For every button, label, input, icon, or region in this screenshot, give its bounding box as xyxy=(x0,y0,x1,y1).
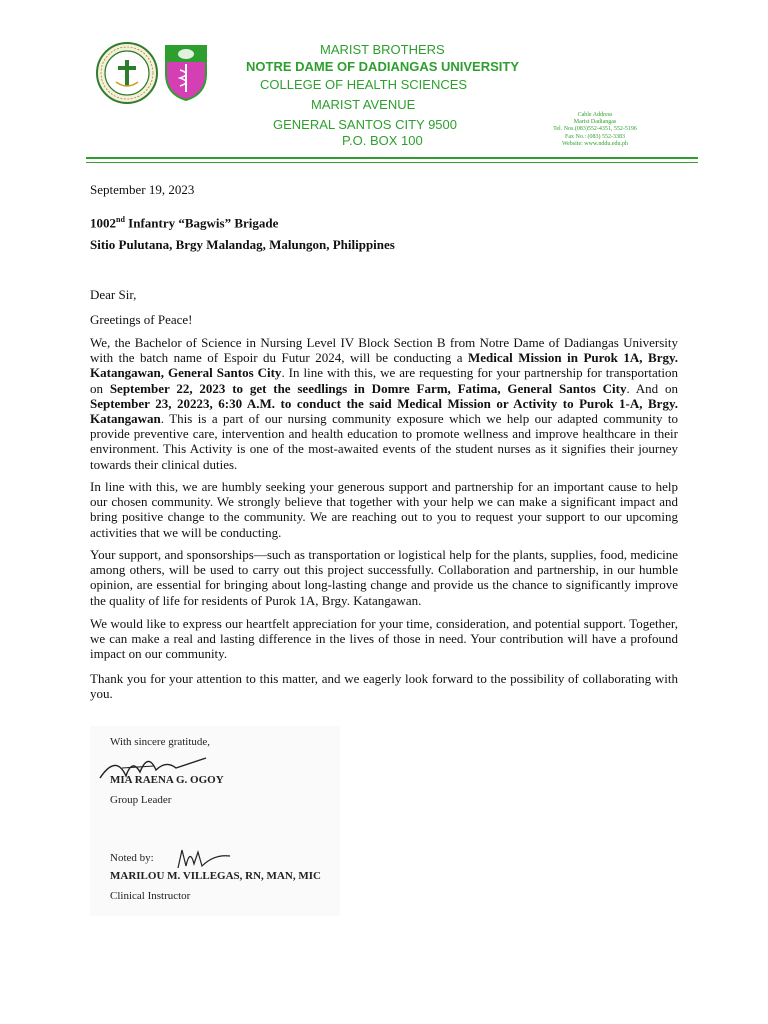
closing-line: With sincere gratitude, xyxy=(110,736,211,748)
letterhead-street: MARIST AVENUE xyxy=(311,97,416,112)
letterhead-university-name: NOTRE DAME OF DADIANGAS UNIVERSITY xyxy=(246,59,520,74)
letterhead-line-1: MARIST BROTHERS xyxy=(320,42,445,57)
letterhead-logos xyxy=(94,40,214,106)
health-sciences-shield-logo xyxy=(164,44,208,102)
contact-line: Website: www.nddu.edu.ph xyxy=(561,140,629,147)
letterhead-contact-block xyxy=(540,112,650,148)
instructor-title: Clinical Instructor xyxy=(110,890,191,902)
p1-text: . And on xyxy=(626,380,678,396)
paragraph-1 xyxy=(90,335,678,472)
contact-line: Cable Address xyxy=(577,112,613,118)
leader-name: MIA RAENA G. OGOY xyxy=(110,774,224,786)
recipient-number: 1002 xyxy=(90,215,116,231)
contact-line: Fax No.: (083) 552-3383 xyxy=(565,133,625,140)
paragraph-5: Thank you for your attention to this matter, and we eagerly look forward to the possibility of collaborating with you. xyxy=(90,671,678,702)
recipient-unit: Infantry “Bagwis” Brigade xyxy=(124,215,279,231)
university-seal-logo xyxy=(94,42,160,104)
paragraph-4: We would like to express our heartfelt appreciation for your time, consideration, and potential support. Together, we can make a real and lasting difference in the lives of those in need. Your contribution will have a profound impact on our community. xyxy=(90,616,678,662)
leader-title: Group Leader xyxy=(110,794,172,806)
p1-bold-sept-23: September 23, 20223, 6:30 A.M. to conduct the said Medical Mission or Activity to Purok 1-A, Brgy. Katangawan xyxy=(90,395,678,427)
p1-text: . In line with this, we are requesting for your partnership for transportation on xyxy=(90,365,678,396)
recipient-address: Sitio Pulutana, Brgy Malandag, Malungon, Philippines xyxy=(90,237,395,252)
salutation: Dear Sir, xyxy=(90,287,137,302)
instructor-signature xyxy=(174,844,234,872)
contact-line: Marist Dadiangas xyxy=(573,119,617,126)
letterhead-divider xyxy=(86,157,698,159)
letterhead-divider-thin xyxy=(86,162,698,163)
letterhead-college: COLLEGE OF HEALTH SCIENCES xyxy=(260,77,468,92)
p1-bold-medical-mission: Medical Mission in Purok 1A, Brgy. Katangawan, General Santos City xyxy=(90,350,679,381)
greeting: Greetings of Peace! xyxy=(90,312,193,327)
letter-date: September 19, 2023 xyxy=(90,182,195,197)
signature-block xyxy=(90,726,340,916)
contact-line: Tel. Nos.(083)552-4351, 552-5196 xyxy=(553,126,637,133)
p1-text: We, the Bachelor of Science in Nursing Level IV Block Section B from Notre Dame of Dadiangas University with the batch name of Espoir du Futur 2024, will be conducting a xyxy=(90,335,678,366)
noted-by-label: Noted by: xyxy=(110,852,154,864)
paragraph-3: Your support, and sponsorships—such as transportation or logistical help for the plants, supplies, food, medicine among others, will be used to carry out this project successfully. Collaboration and partnership, in our humble opinion, are essential for bringing about long-lasting change and provide us the chance to significantly improve the quality of life for residents of Purok 1A, Brgy. Katangawan. xyxy=(90,547,678,608)
recipient-ordinal: nd xyxy=(116,215,125,224)
p1-bold-sept-22: September 22, 2023 to get the seedlings in Domre Farm, Fatima, General Santos City xyxy=(109,380,627,396)
p1-text: . This is a part of our nursing community exposure which we help our adapted community to provide preventive care, intervention and health education to promote wellness and improve healthcare in their environment. This Activity is one of the most-awaited events of the student nurses as it signifies their journey towards their clinical duties. xyxy=(90,411,678,472)
paragraph-2: In line with this, we are humbly seeking your generous support and partnership for an important cause to help our chosen community. We strongly believe that together with your help we can make a significant impact and bring positive change to the community. We are reaching out to you to request your support to our upcoming activities that we will be conducting. xyxy=(90,479,678,540)
letterhead-po-box: P.O. BOX 100 xyxy=(342,133,423,148)
letterhead-city: GENERAL SANTOS CITY 9500 xyxy=(273,117,457,132)
recipient-name xyxy=(90,212,678,231)
instructor-name: MARILOU M. VILLEGAS, RN, MAN, MIC xyxy=(110,870,321,882)
